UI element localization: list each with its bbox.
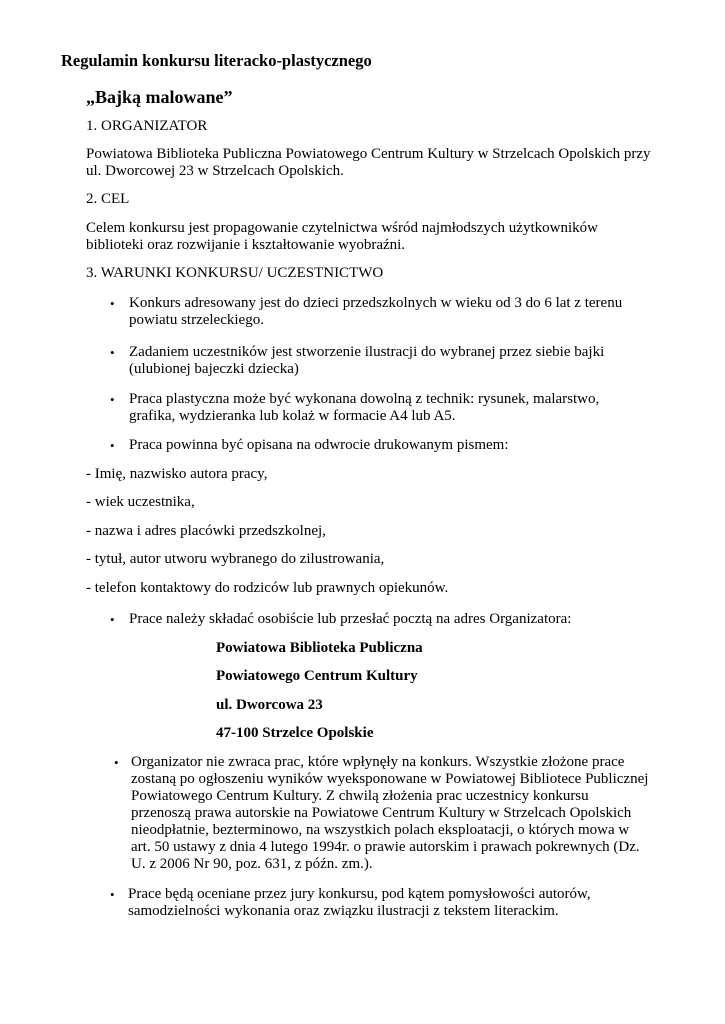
condition-2-line-1: Zadaniem uczestników jest stworzenie ilustracji do wybranej przez siebie bajki [129, 344, 605, 360]
condition-3-line-2: grafika, wydzieranka lub kolaż w formacie A4 lub A5. [129, 408, 456, 424]
condition-4-line-1: Praca powinna być opisana na odwrocie drukowanym pismem: [129, 437, 509, 453]
document-subtitle: „Bajką malowane” [86, 87, 233, 107]
condition-1-line-1: Konkurs adresowany jest do dzieci przedszkolnych w wieku od 3 do 6 lat z terenu [129, 295, 623, 311]
rights-line-5: nieodpłatnie, bezterminowo, na wszystkich polach eksploatacji, o których mowa w [131, 822, 630, 838]
bullet-icon: • [110, 296, 115, 311]
submit-instruction: Prace należy składać osobiście lub przesłać pocztą na adres Organizatora: [129, 611, 572, 627]
dash-item-name: - Imię, nazwisko autora pracy, [86, 466, 268, 482]
section-heading-goal: 2. CEL [86, 191, 130, 207]
dash-item-kindergarten: - nazwa i adres placówki przedszkolnej, [86, 523, 326, 539]
condition-2-line-2: (ulubionej bajeczki dziecka) [129, 361, 299, 377]
goal-line-2: biblioteki oraz rozwijanie i kształtowanie wyobraźni. [86, 237, 406, 253]
condition-1-line-2: powiatu strzeleckiego. [129, 312, 264, 328]
address-line-1: Powiatowa Biblioteka Publiczna [216, 640, 423, 656]
bullet-icon: • [110, 392, 115, 407]
jury-line-1: Prace będą oceniane przez jury konkursu, pod kątem pomysłowości autorów, [128, 886, 591, 902]
address-line-4: 47-100 Strzelce Opolskie [216, 725, 374, 741]
bullet-icon: • [110, 612, 115, 627]
address-line-2: Powiatowego Centrum Kultury [216, 668, 418, 684]
rights-line-3: Powiatowego Centrum Kultury. Z chwilą złożenia prac uczestnicy konkursu [131, 788, 589, 804]
rights-line-1: Organizator nie zwraca prac, które wpłynęły na konkurs. Wszystkie złożone prace [131, 754, 625, 770]
bullet-icon: • [110, 345, 115, 360]
organizer-line-1: Powiatowa Biblioteka Publiczna Powiatowego Centrum Kultury w Strzelcach Opolskich przy [86, 146, 651, 162]
document-title: Regulamin konkursu literacko-plastycznego [61, 51, 372, 70]
rights-line-2: zostaną po ogłoszeniu wyników wyeksponowane w Powiatowej Bibliotece Publicznej [131, 771, 649, 787]
section-heading-organizer: 1. ORGANIZATOR [86, 118, 208, 134]
rights-line-6: art. 50 ustawy z dnia 4 lutego 1994r. o prawie autorskim i prawach pokrewnych (Dz. [131, 839, 640, 855]
bullet-icon: • [114, 755, 119, 770]
bullet-icon: • [110, 438, 115, 453]
rights-line-4: przenoszą prawa autorskie na Powiatowe Centrum Kultury w Strzelcach Opolskich [131, 805, 632, 821]
bullet-icon: • [110, 887, 115, 902]
dash-item-phone: - telefon kontaktowy do rodziców lub prawnych opiekunów. [86, 580, 449, 596]
condition-3-line-1: Praca plastyczna może być wykonana dowolną z technik: rysunek, malarstwo, [129, 391, 600, 407]
section-heading-conditions: 3. WARUNKI KONKURSU/ UCZESTNICTWO [86, 265, 384, 281]
organizer-line-2: ul. Dworcowej 23 w Strzelcach Opolskich. [86, 163, 344, 179]
jury-line-2: samodzielności wykonania oraz związku ilustracji z tekstem literackim. [128, 903, 559, 919]
rights-line-7: U. z 2006 Nr 90, poz. 631, z późn. zm.). [131, 856, 373, 872]
address-line-3: ul. Dworcowa 23 [216, 697, 323, 713]
dash-item-title: - tytuł, autor utworu wybranego do zilustrowania, [86, 551, 385, 567]
dash-item-age: - wiek uczestnika, [86, 494, 195, 510]
goal-line-1: Celem konkursu jest propagowanie czytelnictwa wśród najmłodszych użytkowników [86, 220, 598, 236]
